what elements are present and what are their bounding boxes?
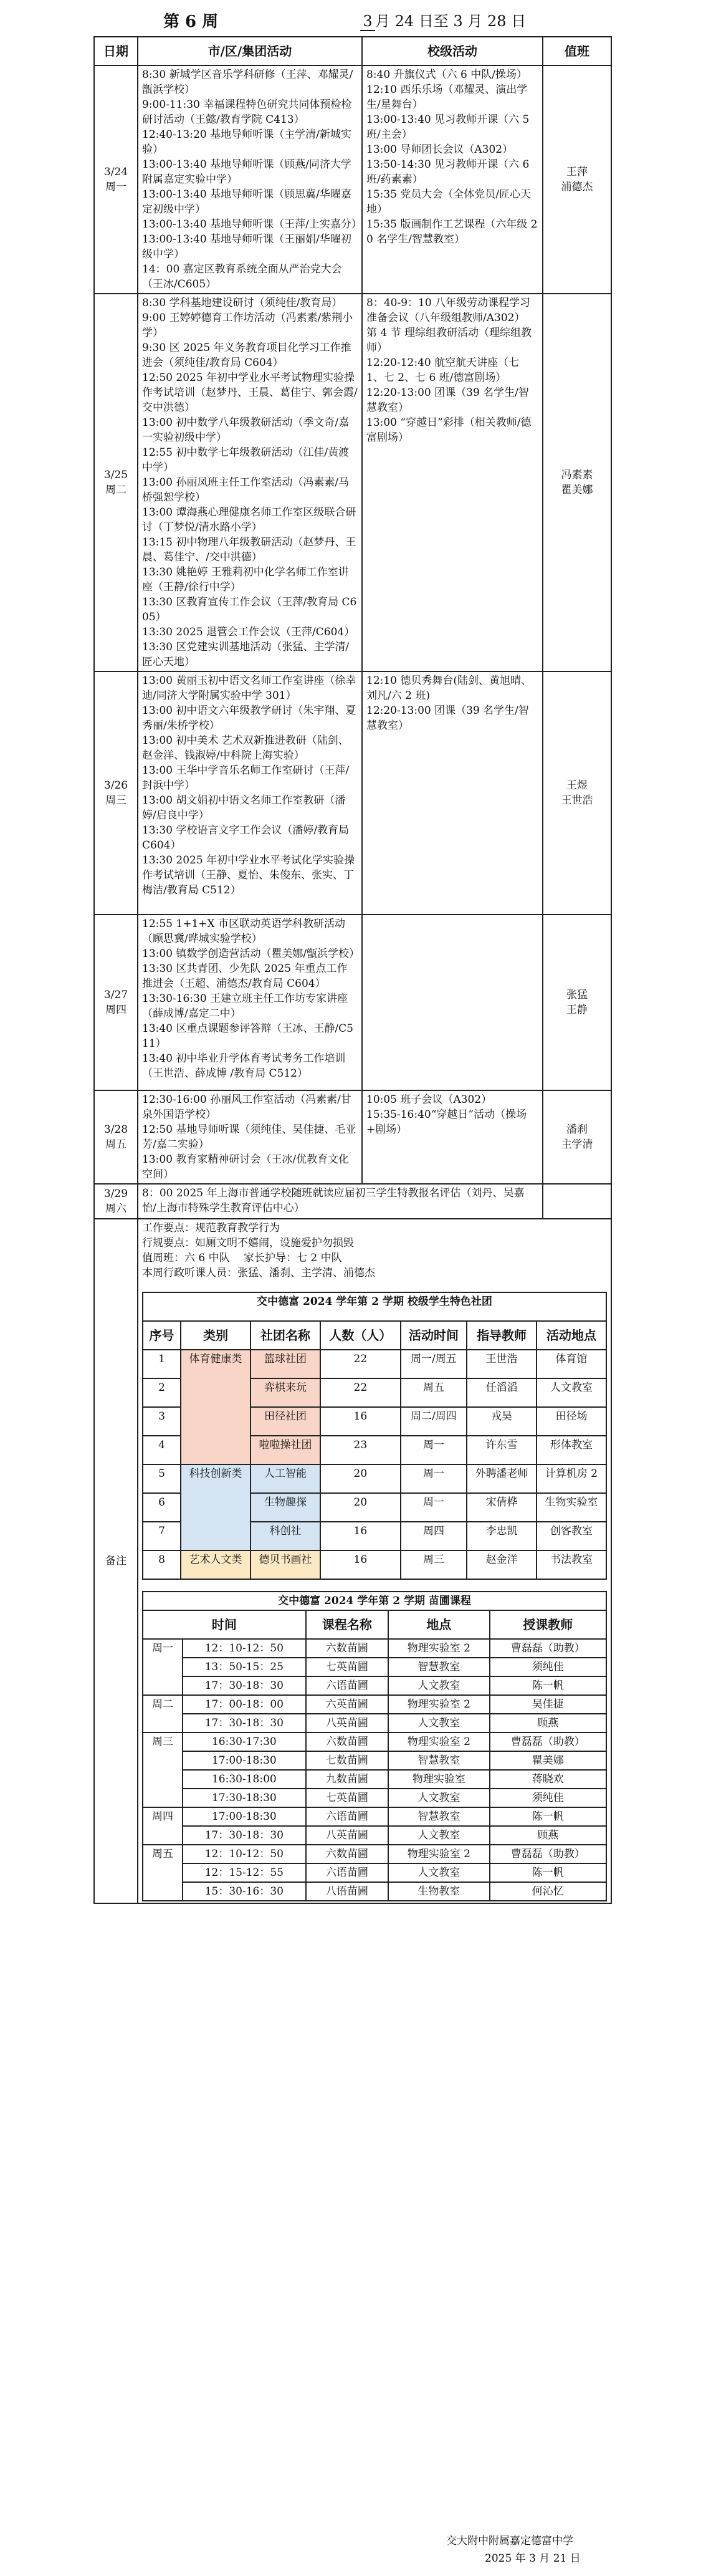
course-cell: 陈一帆: [490, 1863, 606, 1882]
club-name: 啦啦操社团: [250, 1436, 320, 1464]
activity-item: 9:00-11:30 幸福课程特色研究共同体预检检研讨活动（王懿/教育学院 C413）: [142, 99, 352, 126]
activity-item: 13:00 镇数学创造营活动（瞿美娜/甑浜学校）: [142, 948, 360, 960]
duty-name: 王煜: [566, 779, 588, 792]
course-day: 周四: [143, 1807, 183, 1845]
school-activities: [362, 671, 543, 915]
club-category: 艺术人文类: [181, 1550, 250, 1579]
duty-name: 王静: [566, 1004, 588, 1016]
club-no: 2: [143, 1378, 181, 1407]
course-row: [143, 1639, 606, 1658]
notes-row: [94, 1219, 611, 1903]
course-cell: 瞿美娜: [490, 1751, 606, 1770]
activity-item: 13:00 “穿越日”彩排（相关教师/德富剧场）: [366, 416, 532, 444]
club-place: 人文教室: [537, 1378, 606, 1407]
course-row: [143, 1807, 606, 1826]
activity-item: 15:35-16:40“穿越日”活动（操场+剧场）: [366, 1108, 527, 1136]
course-cell: 六数苗圃: [306, 1639, 388, 1658]
duty-cell: [543, 1090, 611, 1184]
club-name: 篮球社团: [250, 1350, 320, 1378]
club-place: 田径场: [537, 1407, 606, 1436]
club-no: 6: [143, 1493, 181, 1522]
club-count: 16: [320, 1407, 401, 1436]
activity-item: 13:00-13:40 基地导师听课（顾思冀/华曜嘉定初级中学）: [142, 188, 351, 216]
day-label: 3/29: [103, 1188, 128, 1200]
course-row: [143, 1845, 606, 1863]
activity-item: 13:00-13:40 基地导师听课（顾燕/同济大学附属嘉定实验中学）: [142, 158, 351, 186]
activity-item: 13:00 谭海燕心理健康名师工作室区级联合研讨（丁梦悦/清水路小学）: [142, 506, 356, 534]
col-school: 校级活动: [362, 37, 543, 65]
club-count: 20: [320, 1493, 401, 1522]
activity-item: 12:55 1+1+X 市区联动英语学科教研活动（顾思冀/晔城实验学校）: [142, 918, 346, 945]
activity-item: 12:10 西乐乐场（邓耀灵、演出学生/星舞台）: [366, 84, 528, 111]
activity-item: 9:30 区 2025 年义务教育项目化学习工作推进会（须纯佳/教育局 C604）: [142, 342, 351, 369]
course-row: [143, 1751, 606, 1770]
club-no: 7: [143, 1522, 181, 1550]
duty-name: 王世浩: [561, 794, 593, 807]
activity-item: 13:00 初中美术 艺术双新推进教研（陆剑、赵金洋、钱淑婷/中科院上海实验）: [142, 734, 349, 762]
duty-cell: [543, 671, 611, 915]
activity-item: 8：40-9：10 八年级劳动课程学习准备会议（八年级组教师/A302）: [366, 297, 531, 324]
duty-cell: [543, 915, 611, 1090]
club-no: 1: [143, 1350, 181, 1378]
course-row: [143, 1714, 606, 1733]
course-cell: 曹磊磊（助教）: [490, 1845, 606, 1863]
club-row: [143, 1464, 606, 1493]
day-row: [94, 1090, 611, 1184]
course-cell: 智慧教室: [388, 1751, 489, 1770]
activity-item: 13:30 姚艳婷 王雅莉初中化学名师工作室讲座（王静/徐行中学）: [142, 566, 349, 594]
course-cell: 12：10-12：50: [183, 1845, 306, 1863]
club-teacher: 宋倩桦: [467, 1493, 537, 1522]
club-count: 16: [320, 1522, 401, 1550]
club-count: 22: [320, 1378, 401, 1407]
courses-header: 授课教师: [490, 1610, 606, 1639]
course-cell: 15：30-16：30: [183, 1882, 306, 1901]
activity-item: 9:00 王婷婷德育工作坊活动（冯素素/紫荆小学）: [142, 312, 353, 339]
course-cell: 智慧教室: [388, 1658, 489, 1676]
club-place: 体育馆: [537, 1350, 606, 1378]
club-time: 周三: [401, 1550, 467, 1579]
club-time: 周一: [401, 1493, 467, 1522]
course-cell: 物理实验室: [388, 1770, 489, 1789]
clubs-header-row: [143, 1321, 606, 1350]
activity-item: 13:40 初中毕业升学体育考试考务工作培训（王世浩、薛成博 /教育局 C512）: [142, 1052, 346, 1080]
courses-header: 地点: [388, 1610, 489, 1639]
club-count: 16: [320, 1550, 401, 1579]
course-cell: 曹磊磊（助教）: [490, 1733, 606, 1751]
notes-content: [138, 1219, 611, 1903]
city-activities: [138, 65, 362, 294]
activity-item: 15:35 版画制作工艺课程（六年级 20 名学生/智慧教室）: [366, 218, 538, 246]
course-day: 周二: [143, 1695, 183, 1733]
activity-item: 12:50 2025 年初中学业水平考试物理实验操作考试培训（赵梦丹、王晨、葛佳宁、郭会霞/交中洪德）: [142, 372, 358, 414]
course-cell: 顾燕: [490, 1826, 606, 1845]
footer-org: 交大附中附属嘉定德富中学: [446, 2535, 573, 2547]
course-cell: 物理实验室 2: [388, 1845, 489, 1863]
activity-item: 13:30 区党建实训基地活动（张猛、主学清/匠心天地）: [142, 641, 350, 668]
course-day: 周一: [143, 1639, 183, 1695]
clubs-title: 交中德富 2024 学年第 2 学期 校级学生特色社团: [143, 1292, 606, 1321]
day-cell: [94, 65, 138, 294]
activity-item: 10:05 班子会议（A302）: [366, 1093, 492, 1106]
day-label: 周四: [105, 1004, 126, 1016]
activity-item: 8:30 新城学区音乐学科研修（王萍、邓耀灵/甑浜学校）: [142, 69, 353, 96]
courses-table: [142, 1591, 607, 1901]
clubs-header: 指导教师: [467, 1321, 537, 1350]
course-cell: 六语苗圃: [306, 1863, 388, 1882]
activity-item: 13:30 区共青团、少先队 2025 年重点工作推进会（王超、浦德杰/教育局 C604）: [142, 963, 348, 990]
course-cell: 人文教室: [388, 1789, 489, 1807]
city-activities: [138, 915, 362, 1090]
days-body: [94, 65, 611, 1903]
club-no: 8: [143, 1550, 181, 1579]
city-activities: [138, 294, 362, 671]
activity-item: 8:30 学科基地建设研讨（须纯佳/教育局）: [142, 297, 343, 309]
club-place: 生物实验室: [537, 1493, 606, 1522]
day-cell: [94, 671, 138, 915]
course-row: [143, 1789, 606, 1807]
day-label: 3/26: [103, 779, 128, 792]
course-cell: 何沁忆: [490, 1882, 606, 1901]
club-time: 周四: [401, 1522, 467, 1550]
course-row: [143, 1826, 606, 1845]
clubs-header: 活动地点: [537, 1321, 606, 1350]
week-title: 第 6 周: [163, 12, 219, 31]
range-month: 3: [360, 12, 375, 31]
club-place: 形体教室: [537, 1436, 606, 1464]
course-cell: 八英苗圃: [306, 1826, 388, 1845]
course-cell: 曹磊磊（助教）: [490, 1639, 606, 1658]
club-teacher: 王世浩: [467, 1350, 537, 1378]
activity-item: 13:30 2025 年初中学业水平考试化学实验操作考试培训（王静、夏怡、朱俊东、张实、丁梅洁/教育局 C512）: [142, 854, 355, 896]
course-cell: 12：10-12：50: [183, 1639, 306, 1658]
activity-item: 13:15 初中物理八年级教研活动（赵梦丹、王晨、葛佳宁、/交中洪德）: [142, 536, 356, 564]
activity-item: 13:40 区重点课题参评答辩（王冰、王静/C511）: [142, 1022, 353, 1050]
courses-header: 课程名称: [306, 1610, 388, 1639]
club-row: [143, 1350, 606, 1378]
activity-item: 13:00 王华中学音乐名师工作室研讨（王萍/封浜中学）: [142, 764, 350, 792]
club-place: 创客教室: [537, 1522, 606, 1550]
course-cell: 须纯佳: [490, 1658, 606, 1676]
club-name: 生物趣探: [250, 1493, 320, 1522]
course-row: [143, 1770, 606, 1789]
club-name: 田径社团: [250, 1407, 320, 1436]
course-row: [143, 1658, 606, 1676]
course-cell: 八英苗圃: [306, 1714, 388, 1733]
course-cell: 物理实验室 2: [388, 1695, 489, 1714]
day-row: [94, 671, 611, 915]
day-label: 周二: [105, 484, 126, 496]
footer-date: 2025 年 3 月 21 日: [485, 2552, 581, 2565]
club-name: 德贝书画社: [250, 1550, 320, 1579]
activity-item: 8:40 升旗仪式（六 6 中队/操场）: [366, 69, 527, 81]
course-day: 周三: [143, 1733, 183, 1807]
day-label: 周三: [105, 794, 126, 807]
club-teacher: 任滔滔: [467, 1378, 537, 1407]
school-activities: [362, 65, 543, 294]
club-category: 科技创新类: [181, 1464, 250, 1550]
notes-line: 行规要点：如厕文明不嬉闹，设施爱护勿损毁: [142, 1237, 354, 1249]
course-cell: 12：15-12：55: [183, 1863, 306, 1882]
course-cell: 17:30-18:30: [183, 1789, 306, 1807]
course-cell: 人文教室: [388, 1676, 489, 1695]
course-cell: 七数苗圃: [306, 1751, 388, 1770]
course-row: [143, 1863, 606, 1882]
activity-item: 第 4 节 理综组教研活动（理综组教师）: [366, 327, 532, 354]
duty-cell: [543, 294, 611, 671]
course-cell: 16:30-18:00: [183, 1770, 306, 1789]
course-cell: 17：30-18：30: [183, 1826, 306, 1845]
activity-item: 13:00 胡文娟初中语文名师工作室教研（潘婷/启良中学）: [142, 794, 346, 822]
duty-name: 王萍: [566, 166, 588, 178]
activity-text: 8：00 2025 年上海市普通学校随班就读应届初三学生特教报名评估（刘丹、吴嘉怡/上海市特殊学生教育评估中心）: [142, 1187, 525, 1214]
club-teacher: 李忠凯: [467, 1522, 537, 1550]
col-date: 日期: [94, 37, 138, 65]
courses-header-row: [143, 1610, 606, 1639]
clubs-header: 活动时间: [401, 1321, 467, 1350]
day-label: 周六: [105, 1203, 126, 1215]
club-place: 书法教室: [537, 1550, 606, 1579]
activity-item: 13:30 区教育宣传工作会议（王萍/教育局 C605）: [142, 596, 357, 623]
course-cell: 六英苗圃: [306, 1695, 388, 1714]
club-category: 体育健康类: [181, 1350, 250, 1464]
col-duty: 值班: [543, 37, 611, 65]
day-label: 3/27: [103, 989, 128, 1001]
club-teacher: 赵金洋: [467, 1550, 537, 1579]
course-cell: 17：30-18：30: [183, 1714, 306, 1733]
club-teacher: 外聘潘老师: [467, 1464, 537, 1493]
activity-item: 13:30 学校语言文字工作会议（潘婷/教育局 C604）: [142, 824, 350, 852]
activity-item: 13:00 初中语文六年级教学研讨（朱宇翔、夏秀丽/朱桥学校）: [142, 704, 356, 732]
course-cell: 17：30-18：30: [183, 1676, 306, 1695]
course-cell: 顾燕: [490, 1714, 606, 1733]
course-cell: 六数苗圃: [306, 1733, 388, 1751]
course-cell: 17:00-18:30: [183, 1751, 306, 1770]
day-cell: [94, 1184, 138, 1219]
day-row: [94, 294, 611, 671]
club-no: 3: [143, 1407, 181, 1436]
duty-cell: [543, 1184, 611, 1219]
club-time: 周二/周四: [401, 1407, 467, 1436]
club-time: 周五: [401, 1378, 467, 1407]
day-label: 周五: [105, 1138, 126, 1151]
day-row: [94, 915, 611, 1090]
course-cell: 智慧教室: [388, 1807, 489, 1826]
club-time: 周一: [401, 1436, 467, 1464]
club-count: 20: [320, 1464, 401, 1493]
club-name: 人工智能: [250, 1464, 320, 1493]
activity-item: 14：00 嘉定区教育系统全面从严治党大会（王冰/C605）: [142, 263, 342, 291]
activity-item: 12:55 初中数学七年级教研活动（江佳/黄渡中学）: [142, 446, 350, 474]
course-cell: 七英苗圃: [306, 1658, 388, 1676]
club-name: 科创社: [250, 1522, 320, 1550]
merged-activity: [138, 1184, 543, 1219]
courses-header: 时间: [143, 1610, 306, 1639]
day-label: 周一: [105, 181, 126, 193]
activity-item: 13:00 孙丽凤班主任工作室活动（冯素素/马桥强恕学校）: [142, 476, 350, 504]
notes-label: 备注: [94, 1219, 138, 1903]
course-cell: 六语苗圃: [306, 1676, 388, 1695]
weekly-schedule-table: [93, 36, 612, 1904]
club-teacher: 戎昊: [467, 1407, 537, 1436]
duty-name: 主学清: [561, 1138, 593, 1151]
city-activities: [138, 1090, 362, 1184]
club-count: 22: [320, 1350, 401, 1378]
activity-item: 12:20-13:00 团课（39 名学生/智慧教室）: [366, 387, 529, 414]
course-cell: 人文教室: [388, 1714, 489, 1733]
club-no: 4: [143, 1436, 181, 1464]
clubs-header: 类别: [181, 1321, 250, 1350]
course-cell: 九数苗圃: [306, 1770, 388, 1789]
course-cell: 人文教室: [388, 1826, 489, 1845]
activity-item: 12:40-13:20 基地导师听课（主学清/新城实验）: [142, 128, 351, 156]
club-row: [143, 1550, 606, 1579]
course-row: [143, 1882, 606, 1901]
activity-item: 13:00 黄丽玉初中语文名师工作室讲座（徐幸迪/同济大学附属实验中学 301）: [142, 675, 356, 702]
notes-line: 工作要点：规范教育教学行为: [142, 1222, 280, 1234]
course-cell: 生物教室: [388, 1882, 489, 1901]
course-cell: 六数苗圃: [306, 1845, 388, 1863]
duty-cell: [543, 65, 611, 294]
activity-item: 12:20-12:40 航空航天讲座（七 1、七 2、七 6 班/德富剧场）: [366, 357, 520, 384]
courses-title-row: [143, 1592, 606, 1610]
course-cell: 吴佳捷: [490, 1695, 606, 1714]
clubs-header: 序号: [143, 1321, 181, 1350]
activity-item: 12:20-13:00 团课（39 名学生/智慧教室）: [366, 704, 529, 732]
course-cell: 16:30-17:30: [183, 1733, 306, 1751]
activity-item: 13:00 导师团长会议（A302）: [366, 143, 513, 156]
course-cell: 八语苗圃: [306, 1882, 388, 1901]
activity-item: 13:50-14:30 见习教师开课（六 6 班/药素素）: [366, 158, 530, 186]
clubs-title-row: [143, 1292, 606, 1321]
duty-name: 潘刹: [566, 1123, 588, 1136]
course-cell: 17：00-18：00: [183, 1695, 306, 1714]
duty-name: 冯素素: [561, 469, 593, 481]
day-label: 3/25: [103, 469, 128, 481]
club-name: 弈棋来玩: [250, 1378, 320, 1407]
club-time: 周一: [401, 1464, 467, 1493]
courses-title: 交中德富 2024 学年第 2 学期 苗圃课程: [143, 1592, 606, 1610]
club-time: 周一/周五: [401, 1350, 467, 1378]
range-rest: 月 24 日至 3 月 28 日: [375, 12, 527, 30]
clubs-header: 人数（人）: [320, 1321, 401, 1350]
activity-item: 13:00-13:40 基地导师听课（王丽娟/华曜初级中学）: [142, 233, 351, 261]
course-cell: 七英苗圃: [306, 1789, 388, 1807]
course-row: [143, 1676, 606, 1695]
day-cell: [94, 1090, 138, 1184]
activity-item: 13:00-13:40 见习教师开课（六 5 班/主会）: [366, 113, 530, 141]
course-cell: 人文教室: [388, 1863, 489, 1882]
day-label: 3/24: [103, 166, 128, 178]
course-cell: 物理实验室 2: [388, 1733, 489, 1751]
notes-line: 本周行政听课人员：张猛、潘刹、主学清、浦德杰: [142, 1267, 375, 1279]
course-day: 周五: [143, 1845, 183, 1901]
notes-line: 值周班：六 6 中队 家长护导：七 2 中队: [142, 1252, 342, 1264]
day-label: 3/28: [103, 1123, 128, 1136]
activity-item: 13:00-13:40 基地导师听课（王萍/上实嘉分）: [142, 218, 362, 231]
day-cell: [94, 294, 138, 671]
header-row: [94, 37, 611, 65]
day-row: [94, 65, 611, 294]
activity-item: 12:30-16:00 孙丽风工作室活动（冯素素/甘泉外国语学校）: [142, 1093, 351, 1121]
course-cell: 须纯佳: [490, 1789, 606, 1807]
clubs-table: [142, 1292, 607, 1580]
course-cell: 蒋晓欢: [490, 1770, 606, 1789]
course-row: [143, 1733, 606, 1751]
school-activities: [362, 1090, 543, 1184]
duty-name: 瞿美娜: [561, 484, 593, 496]
day-row: [94, 1184, 611, 1219]
activity-item: 13:00 教育家精神研讨会（王冰/优教育文化空间）: [142, 1153, 350, 1181]
club-place: 计算机房 2: [537, 1464, 606, 1493]
course-cell: 陈一帆: [490, 1807, 606, 1826]
activity-item: 13:30-16:30 王建立班主任工作坊专家讲座（薛成博/嘉定二中）: [142, 992, 348, 1020]
course-cell: 陈一帆: [490, 1676, 606, 1695]
course-cell: 六语苗圃: [306, 1807, 388, 1826]
activity-item: 15:35 党员大会（全体党员/匠心天地）: [366, 188, 532, 216]
course-cell: 17:00-18:30: [183, 1807, 306, 1826]
club-count: 23: [320, 1436, 401, 1464]
activity-item: 13:30 2025 退管会工作会议（王萍/C604）: [142, 626, 355, 638]
school-activities: [362, 915, 543, 1090]
club-teacher: 许东雪: [467, 1436, 537, 1464]
clubs-header: 社团名称: [250, 1321, 320, 1350]
course-cell: 物理实验室 2: [388, 1639, 489, 1658]
date-range: [360, 9, 526, 31]
col-city: 市/区/集团活动: [138, 37, 362, 65]
course-row: [143, 1695, 606, 1714]
day-cell: [94, 915, 138, 1090]
activity-item: 12:10 德贝秀舞台(陆剑、黄旭晴、刘凡/六 2 班): [366, 675, 532, 702]
duty-name: 浦德杰: [561, 181, 593, 193]
activity-item: 13:00 初中数学八年级教研活动（季文奇/嘉一实验初级中学）: [142, 416, 350, 444]
activity-item: 12:50 基地导师听课（须纯佳、吴佳捷、毛亚芳/嘉二实验）: [142, 1123, 356, 1151]
course-cell: 13：50-15：25: [183, 1658, 306, 1676]
club-no: 5: [143, 1464, 181, 1493]
city-activities: [138, 671, 362, 915]
duty-name: 张猛: [566, 989, 588, 1001]
school-activities: [362, 294, 543, 671]
